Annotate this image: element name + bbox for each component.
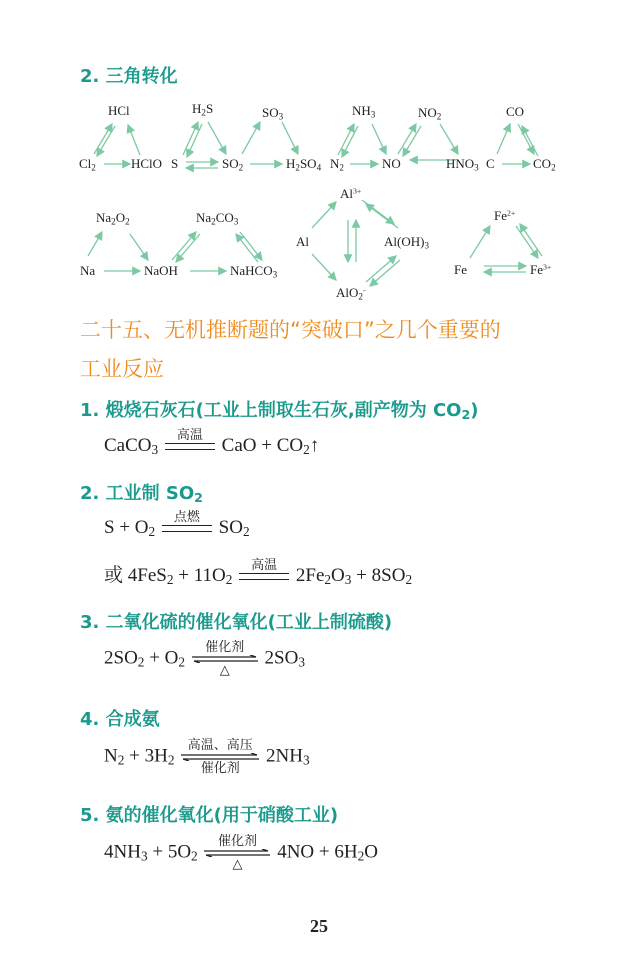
- label-hcl: HCl: [108, 103, 130, 118]
- label-h2so4: $H_2SO_4$: [286, 156, 322, 173]
- item-4-title: 4. 合成氨: [80, 709, 160, 730]
- page-number: 25: [310, 916, 328, 936]
- label-nh3: $NH_3$: [352, 103, 376, 120]
- arrow-h2s-so2: [208, 122, 226, 154]
- item-3-title: 3. 二氧化硫的催化氧化(工业上制硫酸): [80, 612, 393, 633]
- reversible-arrow-icon: [204, 849, 270, 857]
- section-title-25-line2: 工业反应: [80, 357, 164, 381]
- item-2-title: 2. 工业制 $SO_2$: [80, 483, 203, 506]
- equation-6: $4NH_3 + 5O_2$ 催化剂 △ $4NO + 6H_2O$: [104, 834, 378, 872]
- label-co: CO: [506, 104, 525, 119]
- arrow-alo2-aloh: [366, 256, 396, 282]
- arrow-c-co: [497, 124, 510, 154]
- arrow-hclo-hcl: [128, 125, 140, 155]
- equation-3: 或 $4FeS_2 + 11O_2$ 高温 $2Fe_2O_3 + 8SO_2$: [104, 558, 413, 588]
- label-c: C: [486, 156, 495, 171]
- equation-2: $S + O_2$ 点燃 $SO_2$: [104, 510, 250, 540]
- arrow-no2-hno3: [440, 124, 458, 154]
- arrow-naoh-na2co3: [172, 232, 196, 260]
- label-s: S: [171, 156, 179, 171]
- label-fe: Fe: [454, 262, 467, 277]
- label-na: Na: [80, 263, 96, 278]
- arrow-al-alo2: [312, 254, 336, 280]
- label-n2: $N_2$: [330, 156, 344, 173]
- arrow-nahco3-na2co3: [236, 234, 258, 262]
- label-cl2: $Cl_2$: [79, 156, 96, 173]
- label-aloh3: $Al(OH)_3$: [384, 234, 429, 251]
- label-na2co3: $Na_2CO_3$: [196, 210, 239, 227]
- reversible-arrow-icon: [192, 655, 258, 663]
- label-h2s: $H_2S$: [192, 101, 214, 118]
- label-al: Al: [296, 234, 309, 249]
- label-alo2: AlO$_2$-: [336, 285, 366, 302]
- equation-5: $N_2 + 3H_2$ 高温、高压 催化剂 $2NH_3$: [104, 738, 310, 776]
- label-fe3: $Fe^{3+}$: [530, 262, 552, 277]
- label-no: NO: [382, 156, 401, 171]
- equation-4: $2SO_2 + O_2$ 催化剂 △ $2SO_3$: [104, 640, 305, 678]
- label-fe2: $Fe^{2+}$: [494, 208, 516, 223]
- item-1-title: 1. 煅烧石灰石(工业上制取生石灰,副产物为 $CO_2$): [80, 400, 479, 423]
- label-na2o2: $Na_2O_2$: [96, 210, 130, 227]
- label-so3: $SO_3$: [262, 105, 284, 122]
- label-co2: $CO_2$: [533, 156, 556, 173]
- arrow-al3-aloh: [362, 200, 394, 224]
- arrow-na-na2o2: [88, 232, 102, 256]
- arrow-aloh-al3: [366, 204, 398, 228]
- section-title-25-line1: 二十五、无机推断题的“突破口”之几个重要的: [80, 318, 501, 342]
- arrow-aloh-alo2: [370, 260, 400, 286]
- label-naoh: NaOH: [144, 263, 178, 278]
- arrow-nh3-no: [372, 124, 386, 154]
- label-hclo: HClO: [131, 156, 163, 171]
- label-al3: $Al^{3+}$: [340, 186, 362, 201]
- label-so2: $SO_2$: [222, 156, 244, 173]
- arrow-na2o2-naoh: [130, 234, 148, 260]
- arrow-co-co2: [518, 124, 534, 154]
- arrow-na2co3-nahco3: [240, 232, 262, 260]
- section-title-triangle: 2. 三角转化: [80, 66, 178, 87]
- equation-1: CaCO$_3$ 高温 CaO + $CO_2↑$: [104, 428, 320, 458]
- arrow-so3-h2so4: [282, 122, 298, 154]
- arrow-hcl-cl2: [97, 126, 115, 156]
- arrow-cl2-hcl: [94, 124, 112, 154]
- arrow-al-al3: [312, 202, 336, 228]
- label-nahco3: NaHCO$_3$: [230, 263, 278, 280]
- arrow-na2co3-naoh: [176, 234, 200, 262]
- arrow-fe2-fe3: [516, 226, 538, 258]
- reversible-arrow-icon: [181, 753, 259, 761]
- arrow-fe3-fe2: [520, 224, 542, 256]
- item-5-title: 5. 氨的催化氧化(用于硝酸工业): [80, 805, 339, 826]
- arrow-co2-co: [522, 126, 538, 156]
- label-hno3: $HNO_3$: [446, 156, 479, 173]
- arrow-so2-so3: [242, 122, 260, 154]
- arrow-fe-fe2: [470, 226, 490, 258]
- label-no2: $NO_2$: [418, 105, 442, 122]
